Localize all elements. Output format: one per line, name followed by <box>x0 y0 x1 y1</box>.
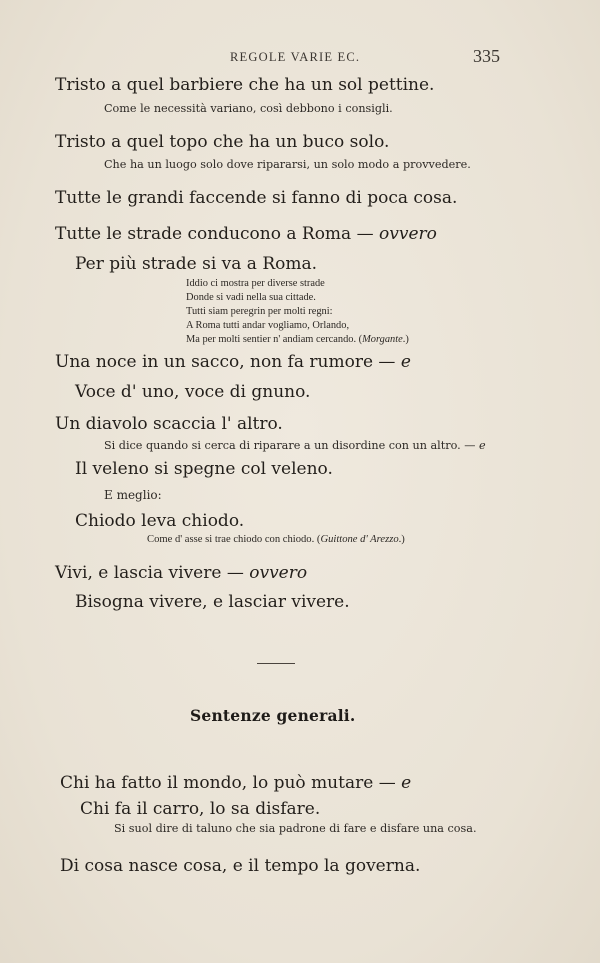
gloss-line: Si suol dire di taluno che sia padrone di fare e disfare una cosa. <box>114 822 477 835</box>
proverb-variant-line: Chiodo leva chiodo. <box>75 511 245 531</box>
gloss-text: Come d' asse si trae chiodo con chiodo. ( <box>147 534 321 545</box>
proverb-line <box>55 352 411 372</box>
proverb-text: Tutte le strade conducono a Roma — <box>55 224 374 244</box>
gloss-text: Si dice quando si cerca di riparare a un disordine con un altro. — <box>104 439 476 452</box>
source-citation: Morgante <box>362 334 403 345</box>
verse-text: Ma per molti sentier n' andiam cercando. ( <box>186 334 363 345</box>
proverb-line <box>60 773 411 793</box>
joiner-word: ovvero <box>249 563 308 583</box>
joiner-word: e <box>400 352 411 372</box>
section-divider <box>257 663 295 664</box>
proverb-line: Tristo a quel barbiere che ha un sol pettine. <box>55 75 435 95</box>
joiner-word: ovvero <box>379 224 437 244</box>
gloss-line: E meglio: <box>104 488 162 502</box>
proverb-variant-line: Per più strade si va a Roma. <box>75 254 318 274</box>
page-number: 335 <box>473 46 500 66</box>
proverb-variant-line: Voce d' uno, voce di gnuno. <box>75 382 311 402</box>
proverb-line <box>55 224 437 244</box>
proverb-text: Chi ha fatto il mondo, lo può mutare — <box>60 773 396 793</box>
gloss-line <box>147 533 405 547</box>
joiner-word: e <box>401 773 412 793</box>
verse-line: Tutti siam peregrin per molti regni: <box>186 306 333 317</box>
proverb-line: Tutte le grandi faccende si fanno di poca cosa. <box>55 188 458 208</box>
section-heading: Sentenze generali. <box>190 706 356 725</box>
verse-line <box>186 333 409 347</box>
citation-close: .) <box>402 334 409 345</box>
proverb-variant-line: Chi fa il carro, lo sa disfare. <box>80 799 321 819</box>
verse-line: Donde si vadi nella sua cittade. <box>186 292 316 303</box>
running-title: REGOLE VARIE EC. <box>230 50 361 64</box>
proverb-variant-line: Il veleno si spegne col veleno. <box>75 459 333 479</box>
source-citation: Guittone d' Arezzo <box>320 534 399 545</box>
proverb-line <box>55 563 307 583</box>
proverb-text: Vivi, e lascia vivere — <box>55 563 244 583</box>
proverb-text: Una noce in un sacco, non fa rumore — <box>55 352 396 372</box>
proverb-line: Un diavolo scaccia l' altro. <box>55 414 283 434</box>
verse-line: Iddio ci mostra per diverse strade <box>186 278 325 289</box>
verse-block <box>186 277 409 347</box>
page-header <box>0 46 600 70</box>
joiner-word: e <box>478 439 486 452</box>
proverb-line: Tristo a quel topo che ha un buco solo. <box>55 132 390 152</box>
proverb-line: Di cosa nasce cosa, e il tempo la governa. <box>60 856 421 876</box>
proverb-variant-line: Bisogna vivere, e lasciar vivere. <box>75 592 350 612</box>
gloss-line <box>104 439 486 452</box>
gloss-line: Come le necessità variano, così debbono i consigli. <box>104 102 393 115</box>
citation-close: .) <box>398 534 405 545</box>
verse-line: A Roma tutti andar vogliamo, Orlando, <box>186 320 350 331</box>
gloss-line: Che ha un luogo solo dove ripararsi, un solo modo a provvedere. <box>104 158 471 171</box>
